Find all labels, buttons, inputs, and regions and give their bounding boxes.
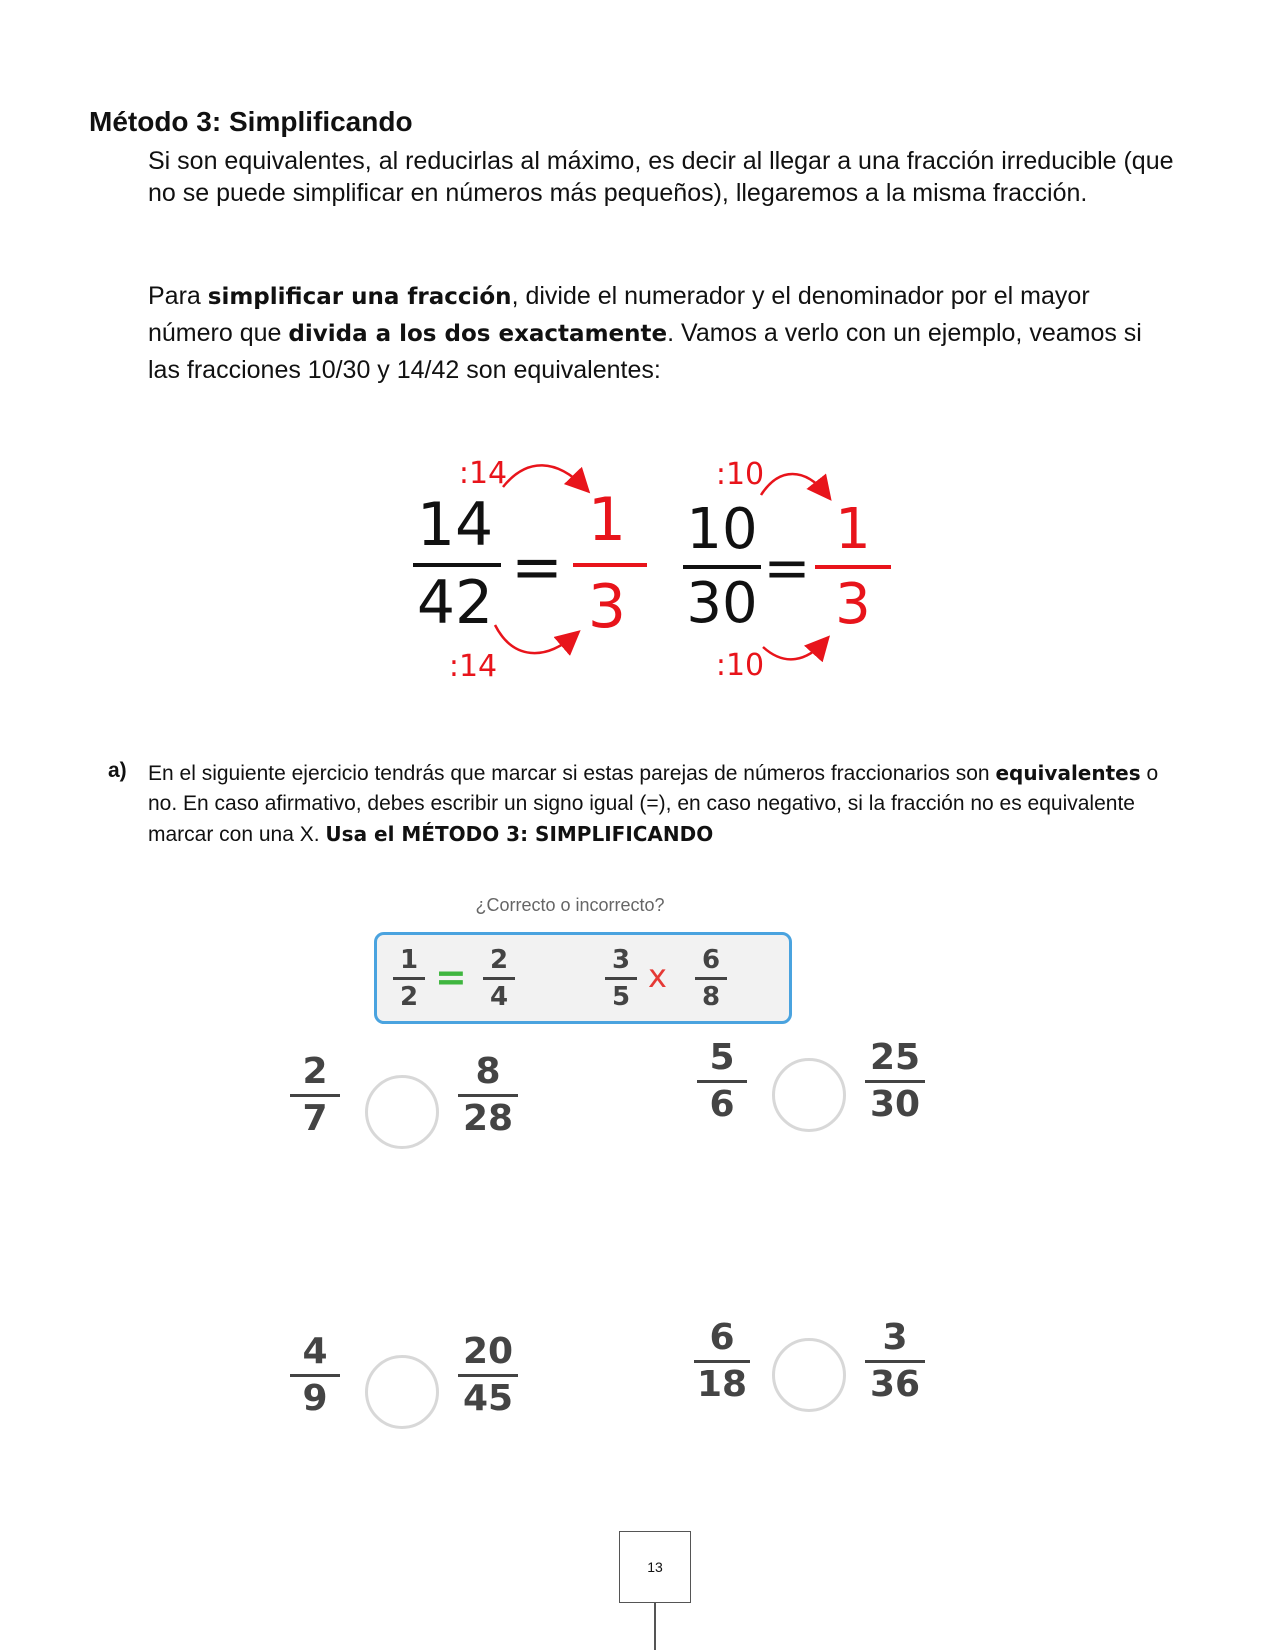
exercise-text-2: o no. En caso afirmativo, debes escribir un signo igual (=), en caso negativo, si la fracción no es equivalente marcar con una X.	[148, 762, 1159, 846]
denominator: 7	[302, 1098, 328, 1139]
intro-paragraph: Si son equivalentes, al reducirlas al máximo, es decir al llegar a una fracción irreducible (que no se puede simplificar en números más pequeños), llegaremos a la misma fracción.	[148, 147, 1174, 207]
exercise-text-1: En el siguiente ejercicio tendrás que marcar si estas parejas de números fraccionarios son	[148, 762, 996, 785]
left-numerator: 14	[416, 490, 494, 560]
pair-1-answer-circle[interactable]	[365, 1075, 439, 1149]
numerator: 1	[399, 945, 419, 975]
numerator: 3	[882, 1317, 908, 1358]
denominator: 8	[701, 982, 721, 1012]
right-divisor-top: :10	[715, 457, 765, 492]
right-result-numerator: 1	[835, 497, 871, 562]
numerator: 2	[302, 1051, 328, 1092]
pair-4-left-fraction	[694, 1318, 750, 1405]
para-text-3: . Vamos a verlo con un ejemplo, veamos si las fracciones 10/30 y 14/42 son equivalentes:	[148, 319, 1142, 384]
pair-4-answer-circle[interactable]	[772, 1338, 846, 1412]
numerator: 6	[701, 945, 721, 975]
example-fraction	[605, 945, 637, 1012]
denominator: 45	[462, 1378, 514, 1419]
example-box	[374, 932, 792, 1024]
para-bold-2: divida a los dos exactamente	[288, 321, 668, 347]
fraction-bar	[290, 1374, 340, 1377]
fraction-bar	[290, 1094, 340, 1097]
numerator: 25	[869, 1037, 921, 1078]
x-mark: x	[648, 957, 667, 995]
fraction-bar	[865, 1360, 925, 1363]
fraction-bar	[458, 1374, 518, 1377]
page-title: Método 3: Simplificando	[89, 106, 413, 137]
pair-2-left-fraction	[697, 1038, 747, 1125]
right-divisor-bottom: :10	[715, 648, 765, 683]
numerator: 5	[709, 1037, 735, 1078]
left-top-arrow	[503, 465, 585, 488]
equal-sign: =	[435, 955, 467, 999]
numerator: 2	[489, 945, 509, 975]
page-number-line	[654, 1603, 656, 1650]
denominator: 36	[869, 1364, 921, 1405]
exercise-bold-1: equivalentes	[995, 761, 1141, 785]
pair-1-right-fraction	[458, 1052, 518, 1139]
numerator: 3	[611, 945, 631, 975]
left-divisor-bottom: :14	[448, 649, 498, 684]
numerator: 20	[462, 1331, 514, 1372]
left-equals: =	[511, 530, 563, 603]
pair-3-answer-circle[interactable]	[365, 1355, 439, 1429]
example-fraction	[483, 945, 515, 1012]
left-divisor-top: :14	[458, 456, 508, 491]
exercise-instructions	[148, 758, 1178, 850]
fraction-bar	[393, 977, 425, 980]
denominator: 18	[696, 1364, 748, 1405]
para-text-2: , divide el numerador y el denominador por el mayor número que	[148, 282, 1090, 347]
pair-3-left-fraction	[290, 1332, 340, 1419]
pair-2-answer-circle[interactable]	[772, 1058, 846, 1132]
example-fraction	[695, 945, 727, 1012]
fraction-bar	[605, 977, 637, 980]
example-fraction	[393, 945, 425, 1012]
right-result-denominator: 3	[835, 572, 871, 637]
example-prompt: ¿Correcto o incorrecto?	[475, 895, 665, 915]
numerator: 4	[302, 1331, 328, 1372]
fraction-bar	[694, 1360, 750, 1363]
fraction-bar	[695, 977, 727, 980]
left-bottom-arrow	[495, 625, 575, 653]
page-number: 13	[619, 1531, 691, 1603]
exercise-bold-2: Usa el MÉTODO 3: SIMPLIFICANDO	[325, 822, 714, 846]
pair-1-left-fraction	[290, 1052, 340, 1139]
right-numerator: 10	[686, 497, 758, 562]
left-result-numerator: 1	[587, 485, 627, 555]
fraction-bar	[697, 1080, 747, 1083]
fraction-bar	[458, 1094, 518, 1097]
left-result-denominator: 3	[587, 572, 627, 642]
denominator: 28	[462, 1098, 514, 1139]
pair-2-right-fraction	[865, 1038, 925, 1125]
pair-4-right-fraction	[865, 1318, 925, 1405]
right-bottom-arrow	[763, 641, 825, 659]
numerator: 6	[709, 1317, 735, 1358]
right-denominator: 30	[686, 571, 758, 636]
para-bold-1: simplificar una fracción	[207, 284, 512, 310]
denominator: 5	[611, 982, 631, 1012]
fraction-bar	[865, 1080, 925, 1083]
denominator: 4	[489, 982, 509, 1012]
left-denominator: 42	[416, 568, 494, 638]
pair-3-right-fraction	[458, 1332, 518, 1419]
numerator: 8	[475, 1051, 501, 1092]
right-equals: =	[763, 536, 811, 601]
para-text-1: Para	[148, 282, 208, 310]
denominator: 30	[869, 1084, 921, 1125]
fraction-bar	[483, 977, 515, 980]
right-top-arrow	[761, 474, 827, 495]
denominator: 9	[302, 1378, 328, 1419]
exercise-marker: a)	[108, 759, 127, 782]
method-paragraph	[148, 278, 1158, 388]
denominator: 2	[399, 982, 419, 1012]
denominator: 6	[709, 1084, 735, 1125]
simplification-diagram	[395, 455, 915, 705]
